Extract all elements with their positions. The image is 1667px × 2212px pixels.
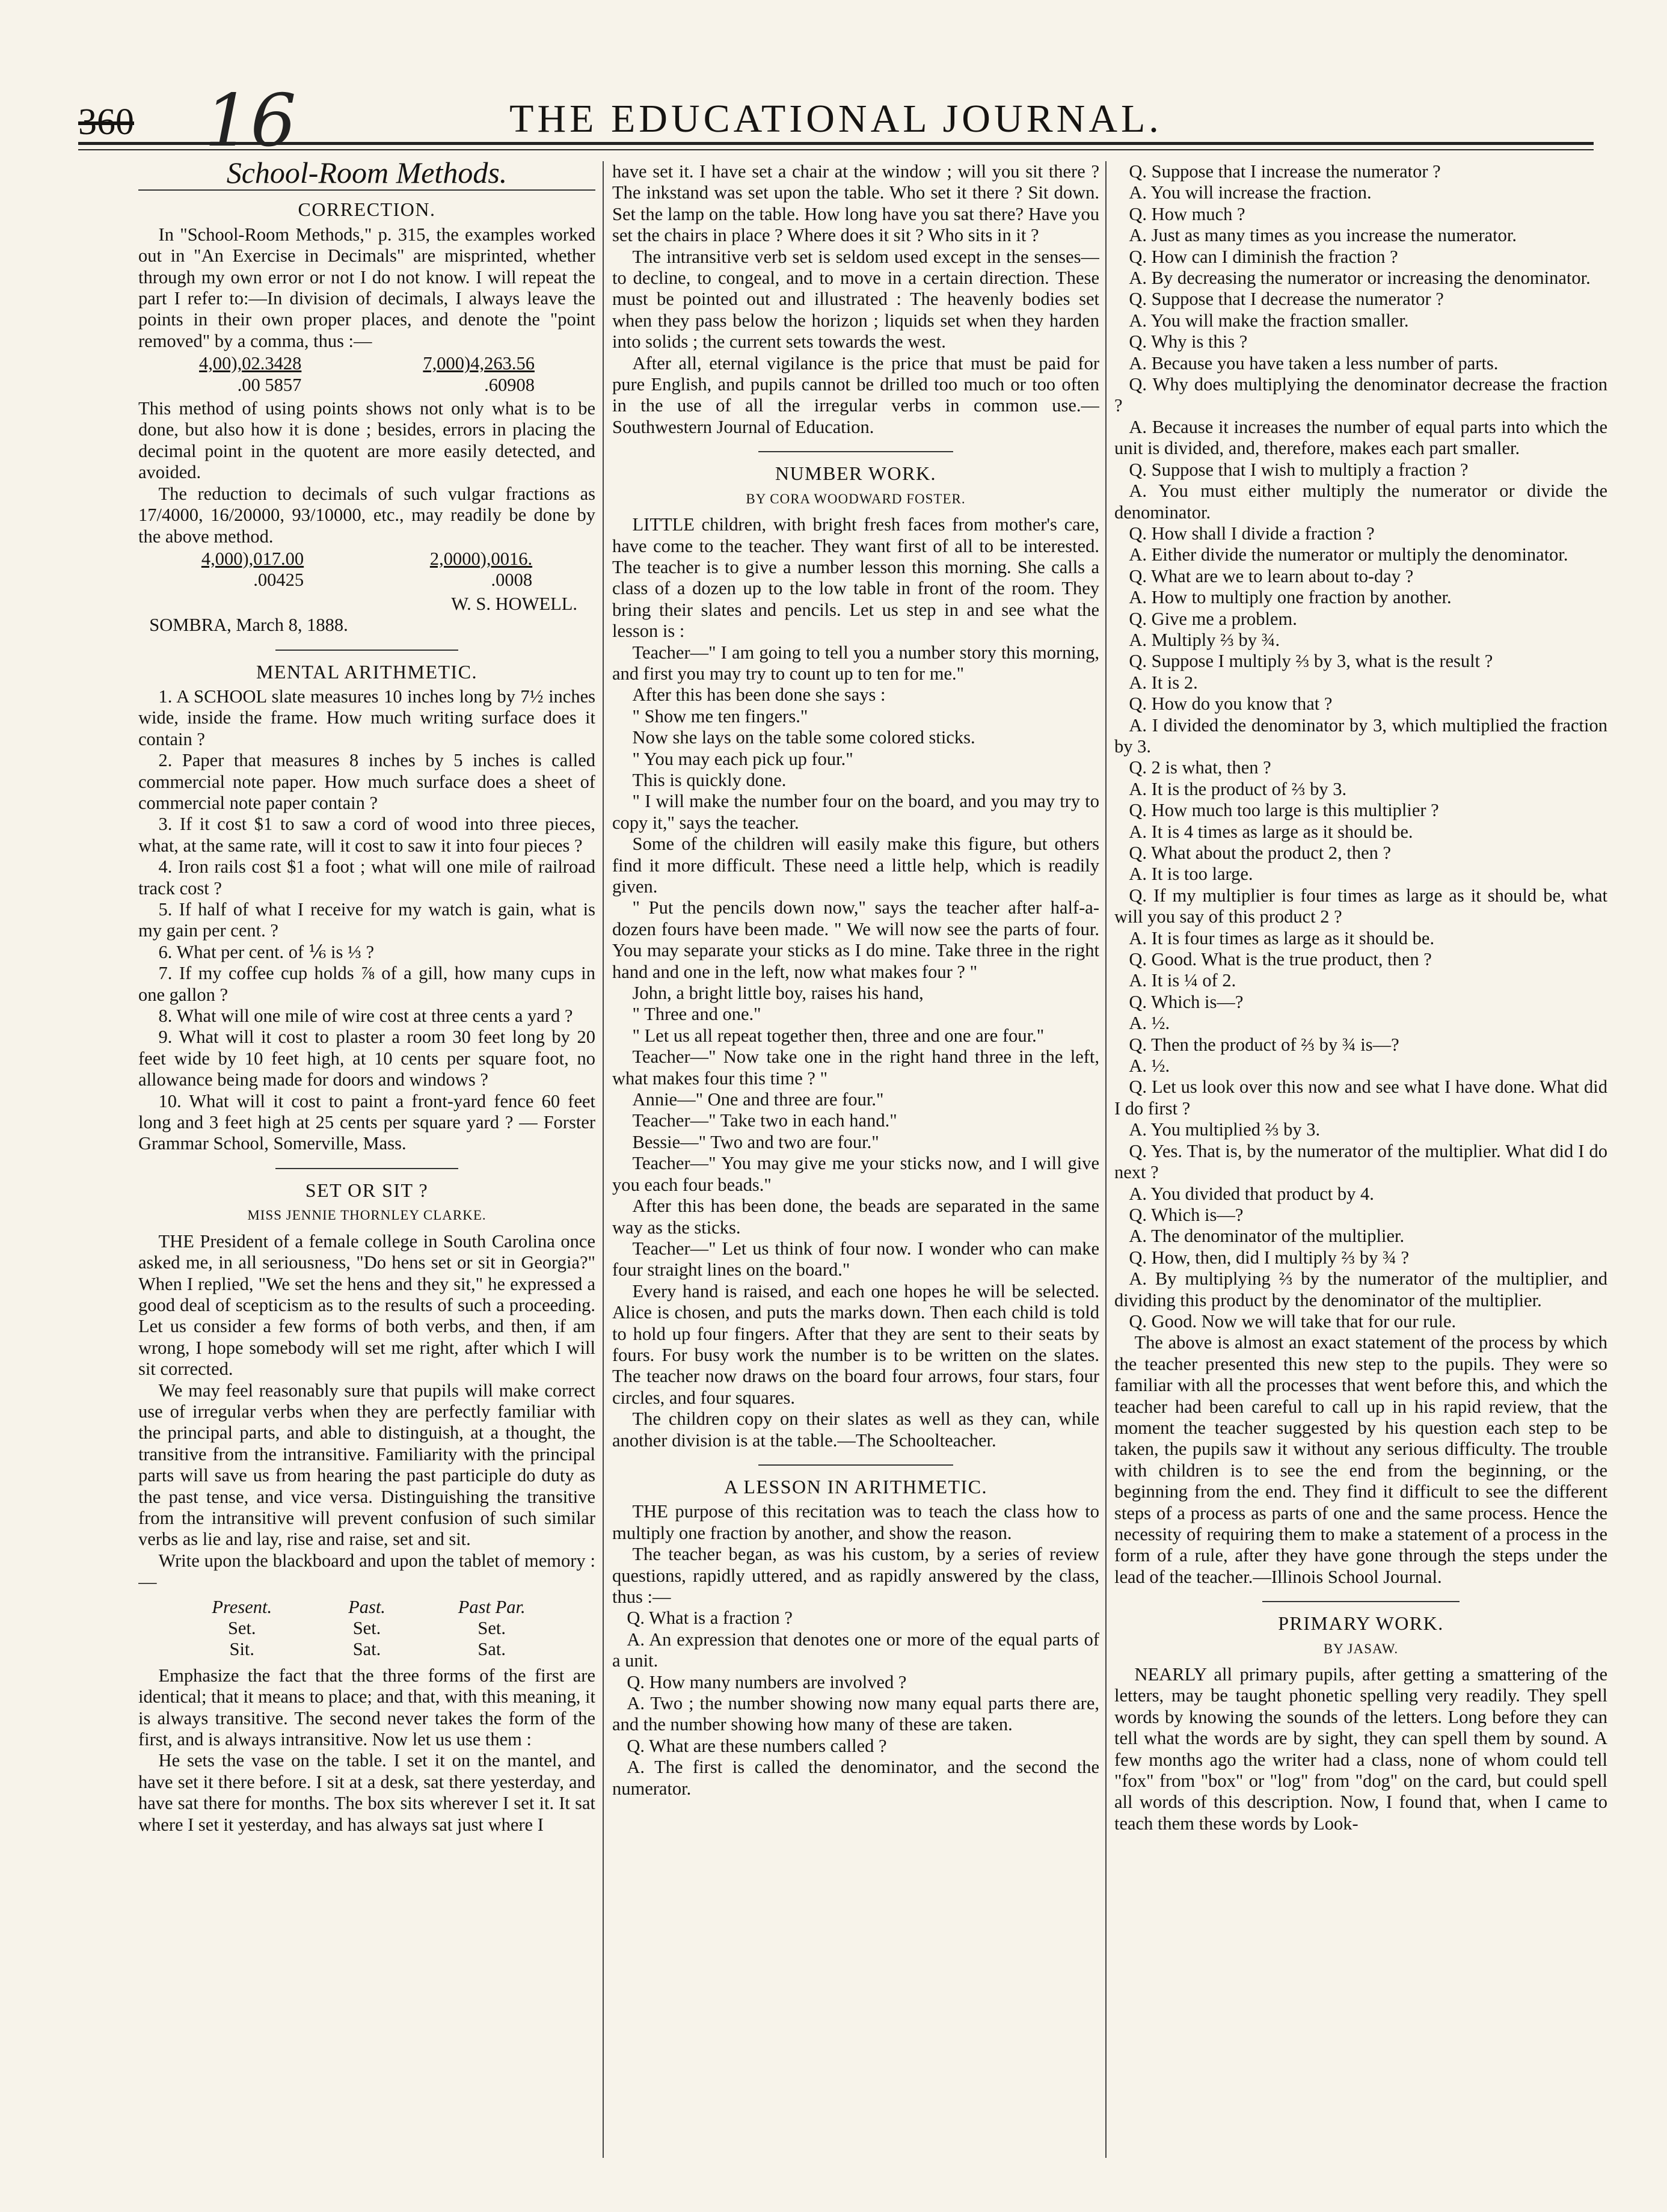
verb-table [179, 1597, 554, 1661]
byline: BY JASAW. [1323, 1641, 1399, 1656]
table-cell: Sit. [229, 1639, 255, 1660]
dividend-line: 4,000),017.00 [201, 548, 304, 569]
paragraph: The above is almost an exact statement of the process by which the teacher presented this new step to the pupils. They were so familiar with all the processes that went before this, and which the teacher had been careful to call up in his rapid review, that the moment the teacher suggested by his question each step to be taken, the pupils saw it without any serious difficulty. The trouble with children is to see the end from the beginning, or the beginning from the end. They find it difficult to see the different steps of a process as parts of one and the same process. Hence the necessity of requiring them to make a statement of a process in the form of a rule, after they have gone through the steps under the lead of the teacher.—Illinois School Journal. [1114, 1332, 1607, 1587]
article-heading: CORRECTION. [298, 198, 436, 221]
masthead [78, 79, 1594, 163]
paragraph: NEARLY all primary pupils, after getting a smattering of the letters, may be taught phonetic spelling very readily. They spell words by knowing the sounds of the letters. Long before they can tell what the words are by sight, they can spell them by sound. A few months ago the writer had a class, none of whom could tell "fox" from "box" or "log" from "dog" on the card, but could spell all words of this description. Now, I found that, when I came to teach them these words by Look- [1114, 1664, 1607, 1834]
paragraph: The children copy on their slates as well as they can, while another division is at the table.—The Schoolteacher. [612, 1409, 1099, 1451]
answer: A. It is 2. [1129, 672, 1198, 693]
answer: A. Because you have taken a less number of parts. [1129, 352, 1499, 373]
question: Q. How can I diminish the fraction ? [1129, 246, 1398, 267]
table-cell: Set. [227, 1618, 256, 1638]
answer: A. By multiplying ⅔ by the numerator of the multiplier, and dividing this product by the denominator of the multiplier. [1114, 1268, 1607, 1310]
question: Q. What is a fraction ? [627, 1608, 793, 1629]
header-rule-thin [78, 149, 1594, 150]
paragraph: " Put the pencils down now," says the teacher after half-a-dozen fours have been made. " We will now see the parts of four. You may separate your sticks as I do mine. Take three in the right hand and one in the left, now what makes four ? " [612, 897, 1099, 982]
question: Q. If my multiplier is four times as large as it should be, what will you say of this product 2 ? [1114, 885, 1607, 927]
header-rule [78, 142, 1594, 145]
paragraph: This is quickly done. [632, 769, 787, 790]
answer: A. Just as many times as you increase the numerator. [1129, 225, 1517, 246]
question: Q. Good. Now we will take that for our rule. [1129, 1310, 1457, 1332]
question: 9. What will it cost to plaster a room 30 feet long by 20 feet wide by 10 feet high, at 10 cents per square foot, no allowance being made for doors and windows ? [138, 1027, 595, 1090]
answer: A. Because it increases the number of equal parts into which the unit is divided, and, therefore, makes each part smaller. [1114, 416, 1607, 459]
division-example [201, 548, 304, 591]
question: Q. Suppose that I decrease the numerator ? [1129, 289, 1444, 310]
question: Q. Why does multiplying the denominator decrease the fraction ? [1114, 374, 1607, 416]
paragraph: This method of using points shows not only what is to be done, but also how it is done ; besides, errors in placing the decimal point in the quotent are more easily detected, and avoided. [138, 398, 595, 483]
page-number-handwritten: 16 [204, 79, 296, 163]
signature: W. S. HOWELL. [451, 593, 577, 614]
question: 1. A SCHOOL slate measures 10 inches long by 7½ inches wide, inside the frame. How much writing surface does it contain ? [138, 686, 595, 749]
answer: A. You will make the fraction smaller. [1129, 310, 1409, 331]
article-heading: SET OR SIT ? [305, 1179, 429, 1201]
question: Q. Let us look over this now and see what I have done. What did I do first ? [1114, 1077, 1607, 1119]
paragraph: LITTLE children, with bright fresh faces from mother's care, have come to the teacher. They want first of all to be interested. The teacher is to give a number lesson this morning. She calls a class of a dozen up to the low table in front of the room. They bring their slates and pencils. Let us step in and see what the lesson is : [612, 514, 1099, 642]
answer: A. The first is called the denominator, and the second the numerator. [612, 1757, 1099, 1799]
answer: A. Two ; the number showing now many equal parts there are, and the number showing how many of these are taken. [612, 1693, 1099, 1735]
paragraph: After this has been done, the beads are separated in the same way as the sticks. [612, 1196, 1099, 1238]
dividend-line: 2,0000),0016. [429, 548, 533, 569]
quotient-line: .00 5857 [237, 374, 302, 395]
question: Q. Give me a problem. [1129, 608, 1297, 629]
division-example [423, 353, 535, 396]
paragraph: John, a bright little boy, raises his hand, [632, 983, 924, 1004]
byline: BY CORA WOODWARD FOSTER. [746, 491, 966, 506]
answer: A. It is the product of ⅔ by 3. [1129, 778, 1347, 799]
article-heading: A LESSON IN ARITHMETIC. [723, 1475, 988, 1498]
question: 2. Paper that measures 8 inches by 5 inches is called commercial note paper. How much surface does a sheet of commercial note paper contain ? [138, 750, 595, 813]
answer: A. ½. [1129, 1055, 1170, 1077]
worked-example [138, 548, 595, 591]
paragraph: He sets the vase on the table. I set it on the mantel, and have set it there before. I sit at a desk, sat there yesterday, and have sat there for months. The box sits wherever I set it. It sat where I set it yesterday, and has always sat just where I [138, 1750, 595, 1835]
article-rule [758, 451, 953, 452]
byline: MISS JENNIE THORNLEY CLARKE. [247, 1208, 487, 1223]
dividend-line: 7,000)4,263.56 [423, 353, 535, 374]
answer: A. You divided that product by 4. [1129, 1183, 1374, 1204]
answer: A. You multiplied ⅔ by 3. [1129, 1119, 1321, 1140]
column-3 [1114, 161, 1607, 2194]
question: Q. How much too large is this multiplier ? [1129, 800, 1439, 821]
column-2 [612, 161, 1099, 2194]
page-number-struck: 360 [78, 102, 134, 143]
table-cell: Sat. [477, 1639, 506, 1660]
paragraph: Some of the children will easily make this figure, but others find it more difficult. These need a little help, which is readily given. [612, 834, 1099, 897]
section-title: School-Room Methods. [226, 161, 508, 189]
table-cell: Set. [477, 1618, 506, 1638]
table-header: Past. [348, 1596, 385, 1617]
article-heading: MENTAL ARITHMETIC. [256, 660, 478, 683]
worked-example [138, 353, 595, 396]
answer: A. You will increase the fraction. [1129, 182, 1372, 203]
article-heading: NUMBER WORK. [775, 462, 937, 485]
question: Q. Which is—? [1129, 991, 1244, 1012]
paragraph: We may feel reasonably sure that pupils will make correct use of irregular verbs when they are perfectly familiar with the principal parts, and able to distinguish, at a thought, the transitive from the intransitive. Familiarity with the principal parts will save us from hearing the past participle do duty as the past tense, and vice versa. Distinguishing the transitive from the intransitive will prevent confusion of such similar verbs as lie and lay, rise and raise, set and sit. [138, 1380, 595, 1550]
answer: A. By decreasing the numerator or increasing the denominator. [1129, 268, 1591, 289]
question: Q. How much ? [1129, 203, 1245, 224]
paragraph: " You may each pick up four." [632, 748, 853, 769]
journal-title: THE EDUCATIONAL JOURNAL. [509, 97, 1162, 141]
paragraph: The intransitive verb set is seldom used except in the senses—to decline, to congeal, and to move in a certain direction. These must be pointed out and illustrated : The heavenly bodies set when they pass below the horizon ; liquids set when they harden into solids ; the current sets towards the west. [612, 246, 1099, 352]
paragraph: THE President of a female college in South Carolina once asked me, in all seriousness, "Do hens set or sit in Georgia?" When I replied, "We set the hens and they sit," he expressed a good deal of scepticism as to the results of such a proceeding. Let us consider a few forms of both verbs, and then, if am wrong, I hope somebody will set me right, after which I will sit corrected. [138, 1230, 595, 1380]
article-rule [758, 1464, 953, 1466]
question: Q. 2 is what, then ? [1129, 757, 1271, 778]
paragraph: Annie—" One and three are four." [632, 1089, 884, 1110]
answer: A. The denominator of the multiplier. [1129, 1226, 1405, 1247]
question: Q. Yes. That is, by the numerator of the multiplier. What did I do next ? [1114, 1140, 1607, 1183]
answer: A. An expression that denotes one or more of the equal parts of a unit. [612, 1629, 1099, 1671]
paragraph: Every hand is raised, and each one hopes he will be selected. Alice is chosen, and puts the marks down. Then each child is told to hold up four fingers. After that they are sent to their seats by fours. For busy work the number is to be written on the slates. The teacher now draws on the board four arrows, four stars, four circles, and four squares. [612, 1280, 1099, 1408]
division-example [199, 353, 301, 396]
paragraph: Now she lays on the table some colored sticks. [632, 727, 975, 748]
paragraph: THE purpose of this recitation was to teach the class how to multiply one fraction by another, and show the reason. [612, 1501, 1099, 1543]
paragraph: " Show me ten fingers." [632, 705, 808, 727]
paragraph: Teacher—" Take two in each hand." [632, 1110, 897, 1131]
paragraph: After all, eternal vigilance is the price that must be paid for pure English, and pupils cannot be drilled too much or too often in the use of all the irregular verbs in common use.—Southwestern Journal of Education. [612, 352, 1099, 437]
question: 5. If half of what I receive for my watch is gain, what is my gain per cent. ? [138, 899, 595, 941]
column-divider [1105, 161, 1107, 2158]
question: Q. Good. What is the true product, then ? [1129, 949, 1432, 970]
column-1 [138, 161, 595, 2194]
paragraph: Teacher—" Now take one in the right hand three in the left, what makes four this time ? " [612, 1046, 1099, 1089]
article-rule [275, 650, 458, 651]
question: 10. What will it cost to paint a front-yard fence 60 feet long and 3 feet high at 25 cents per square yard ? — Forster Grammar School, Somerville, Mass. [138, 1090, 595, 1154]
question: 3. If it cost $1 to saw a cord of wood into three pieces, what, at the same rate, will it cost to saw it into four pieces ? [138, 814, 595, 856]
question: Q. How, then, did I multiply ⅔ by ¾ ? [1129, 1247, 1410, 1268]
question: Q. Then the product of ⅔ by ¾ is—? [1129, 1034, 1399, 1055]
question: 8. What will one mile of wire cost at three cents a yard ? [158, 1006, 573, 1027]
answer: A. It is too large. [1129, 864, 1253, 885]
question: Q. Which is—? [1129, 1204, 1244, 1225]
answer: A. It is four times as large as it should be. [1129, 927, 1435, 948]
qa-list [1114, 161, 1607, 1332]
question: Q. What about the product 2, then ? [1129, 843, 1392, 863]
paragraph: Teacher—" Let us think of four now. I wonder who can make four straight lines on the board." [612, 1238, 1099, 1280]
question: 4. Iron rails cost $1 a foot ; what will one mile of railroad track cost ? [138, 856, 595, 899]
section-rule [138, 189, 595, 191]
paragraph: In "School-Room Methods," p. 315, the examples worked out in "An Exercise in Decimals" are misprinted, whether through my own error or not I do not know. I will repeat the part I refer to:—In division of decimals, I always leave the points in their own proper places, and denote the "point removed" by a comma, thus :— [138, 224, 595, 351]
answer: A. ½. [1129, 1013, 1170, 1034]
table-header: Past Par. [458, 1596, 526, 1617]
question: Q. How do you know that ? [1129, 693, 1333, 714]
question: Q. How many numbers are involved ? [627, 1671, 907, 1692]
table-cell: Set. [352, 1618, 381, 1638]
paragraph: After this has been done she says : [632, 684, 886, 705]
answer: A. It is ¼ of 2. [1129, 970, 1236, 991]
paragraph: " I will make the number four on the board, and you may try to copy it," says the teacher. [612, 791, 1099, 833]
article-rule [275, 1168, 458, 1169]
paragraph: " Let us all repeat together then, three and one are four." [632, 1025, 1045, 1046]
quotient-line: .0008 [491, 570, 533, 591]
column-divider [603, 161, 604, 2158]
paragraph: " Three and one." [632, 1004, 761, 1025]
answer: A. How to multiply one fraction by another. [1129, 587, 1452, 608]
paragraph: Write upon the blackboard and upon the tablet of memory :— [138, 1550, 595, 1593]
paragraph: Emphasize the fact that the three forms of the first are identical; that it means to place; and that, with this meaning, it is always transitive. The second never takes the form of the first, and is always intransitive. Now let us use them : [138, 1665, 595, 1750]
table-header: Present. [212, 1596, 272, 1617]
quotient-line: .60908 [484, 374, 535, 395]
division-example [430, 548, 532, 591]
paragraph: Teacher—" I am going to tell you a number story this morning, and first you may try to count up to ten for me." [612, 642, 1099, 684]
question: 6. What per cent. of ⅙ is ⅓ ? [158, 941, 375, 962]
dividend-line: 4,00),02.3428 [199, 353, 302, 374]
article-heading: PRIMARY WORK. [1278, 1612, 1444, 1635]
paragraph: Bessie—" Two and two are four." [632, 1131, 879, 1152]
quotient-line: .00425 [253, 570, 304, 591]
question: Q. Suppose I multiply ⅔ by 3, what is the result ? [1129, 651, 1493, 672]
paragraph: The teacher began, as was his custom, by a series of review questions, rapidly uttered, and as rapidly answered by the class, thus :— [612, 1544, 1099, 1607]
answer: A. You must either multiply the numerator or divide the denominator. [1114, 481, 1607, 523]
question: Q. What are these numbers called ? [627, 1735, 887, 1756]
answer: A. Multiply ⅔ by ¾. [1129, 629, 1280, 650]
question: Q. Suppose that I wish to multiply a fraction ? [1129, 459, 1469, 480]
article-rule [1262, 1601, 1460, 1602]
paragraph: Teacher—" You may give me your sticks now, and I will give you each four beads." [612, 1153, 1099, 1195]
question: 7. If my coffee cup holds ⅞ of a gill, how many cups in one gallon ? [138, 963, 595, 1005]
paragraph: The reduction to decimals of such vulgar fractions as 17/4000, 16/20000, 93/10000, etc., may readily be done by the above method. [138, 483, 595, 547]
dateline: SOMBRA, March 8, 1888. [149, 615, 348, 636]
question: Q. Suppose that I increase the numerator ? [1129, 161, 1441, 182]
table-cell: Sat. [352, 1639, 381, 1660]
question: Q. Why is this ? [1129, 331, 1248, 352]
paragraph: have set it. I have set a chair at the window ; will you sit there ? The inkstand was set upon the table. Who set it there ? Sit down. Set the lamp on the table. How long have you sat there? Have you set the chairs in place ? Where does it sit ? Who sits in it ? [612, 161, 1099, 246]
question: Q. What are we to learn about to-day ? [1129, 565, 1414, 586]
question: Q. How shall I divide a fraction ? [1129, 523, 1375, 544]
answer: A. I divided the denominator by 3, which multiplied the fraction by 3. [1114, 714, 1607, 757]
answer: A. It is 4 times as large as it should be. [1129, 821, 1413, 842]
answer: A. Either divide the numerator or multiply the denominator. [1129, 544, 1568, 565]
